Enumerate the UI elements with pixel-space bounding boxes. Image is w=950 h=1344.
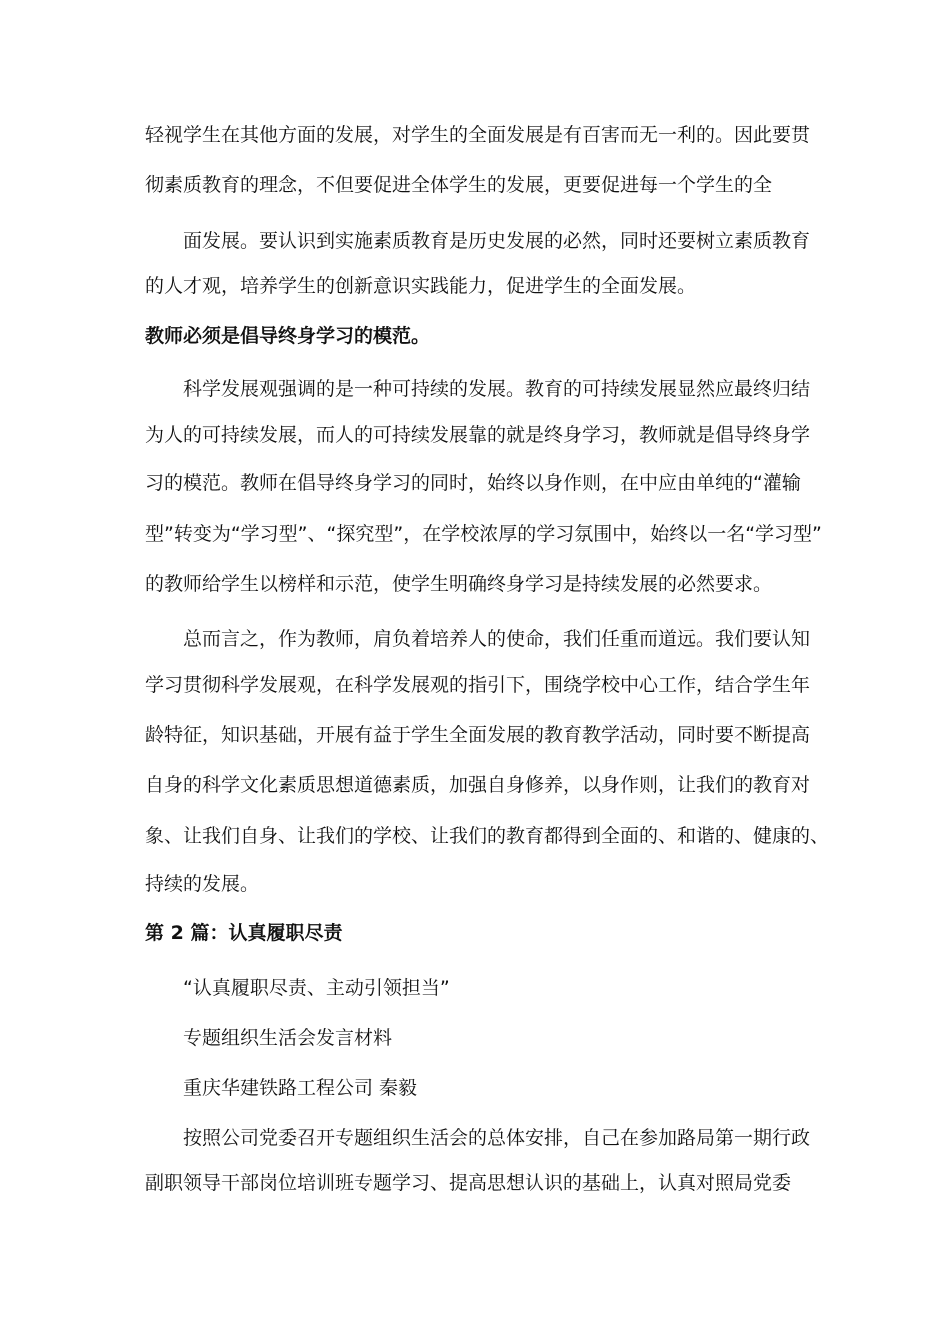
paragraph-line-16: 按照公司党委召开专题组织生活会的总体安排，自己在参加路局第一期行政 (183, 1127, 811, 1149)
paragraph-line-7: 习的模范。教师在倡导终身学习的同时，始终以身作则，在中应由单纯的“灌输 (145, 472, 801, 494)
paragraph-line-11: 学习贯彻科学发展观，在科学发展观的指引下，围绕学校中心工作，结合学生年 (145, 674, 811, 696)
paragraph-line-10: 总而言之，作为教师，肩负着培养人的使命，我们任重而道远。我们要认知 (183, 628, 811, 650)
article-subtitle: 专题组织生活会发言材料 (183, 1027, 393, 1049)
paragraph-line-2: 彻素质教育的理念，不但要促进全体学生的发展，更要促进每一个学生的全 (145, 174, 773, 196)
paragraph-line-5: 科学发展观强调的是一种可持续的发展。教育的可持续发展显然应最终归结 (183, 378, 811, 400)
paragraph-line-3: 面发展。要认识到实施素质教育是历史发展的必然，同时还要树立素质教育 (183, 230, 811, 252)
paragraph-line-4: 的人才观，培养学生的创新意识实践能力，促进学生的全面发展。 (145, 275, 697, 297)
paragraph-line-6: 为人的可持续发展，而人的可持续发展靠的就是终身学习，教师就是倡导终身学 (145, 424, 811, 446)
paragraph-line-9: 的教师给学生以榜样和示范，使学生明确终身学习是持续发展的必然要求。 (145, 573, 773, 595)
paragraph-line-1: 轻视学生在其他方面的发展，对学生的全面发展是有百害而无一利的。因此要贯 (145, 124, 811, 146)
article-author: 重庆华建铁路工程公司 秦毅 (183, 1077, 418, 1099)
paragraph-line-8: 型”转变为“学习型”、“探究型”，在学校浓厚的学习氛围中，始终以一名“学习型” (145, 523, 822, 545)
paragraph-line-14: 象、让我们自身、让我们的学校、让我们的教育都得到全面的、和谐的、健康的、 (145, 825, 830, 847)
article-subtitle-quote: “认真履职尽责、主动引领担当” (183, 977, 450, 999)
paragraph-line-17: 副职领导干部岗位培训班专题学习、提高思想认识的基础上，认真对照局党委 (145, 1172, 792, 1194)
article-heading: 第 2 篇：认真履职尽责 (145, 922, 343, 944)
section-heading: 教师必须是倡导终身学习的模范。 (145, 325, 431, 347)
paragraph-line-12: 龄特征，知识基础，开展有益于学生全面发展的教育教学活动，同时要不断提高 (145, 724, 811, 746)
paragraph-line-15: 持续的发展。 (145, 873, 260, 895)
paragraph-line-13: 自身的科学文化素质思想道德素质，加强自身修养，以身作则，让我们的教育对 (145, 774, 811, 796)
